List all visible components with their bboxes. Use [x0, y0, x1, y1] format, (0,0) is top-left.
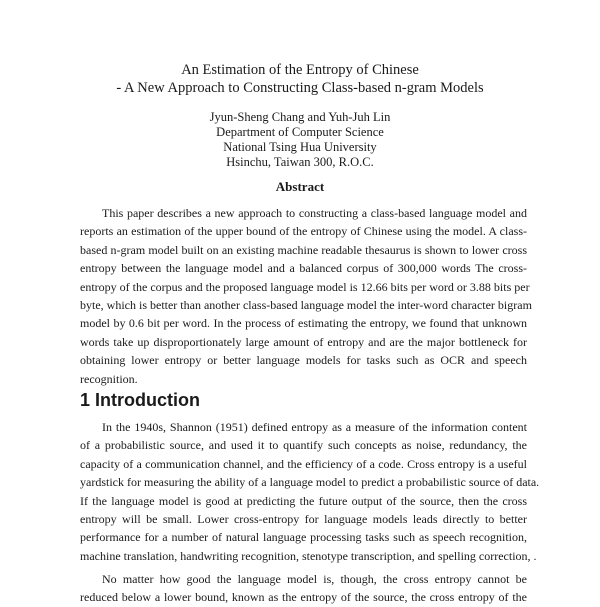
author-university: National Tsing Hua University [223, 140, 377, 154]
introduction-paragraph-2 [80, 570, 527, 607]
intro-line: No matter how good the language model is, though, the cross entropy cannot be [102, 572, 527, 586]
intro-line: reduced below a lower bound, known as the entropy of the source, the cross entropy of the [80, 590, 527, 605]
paper-subtitle: - A New Approach to Constructing Class-based n-gram Models [116, 80, 484, 96]
intro-line: machine translation, handwriting recognition, stenotype transcription, and spelling correction, . [80, 548, 537, 563]
intro-line: performance for a number of natural language processing tasks such as speech recognition, [80, 530, 527, 545]
paper-title: An Estimation of the Entropy of Chinese [181, 62, 419, 78]
abstract-line: recognition. [80, 371, 138, 386]
author-names: Jyun-Sheng Chang and Yuh-Juh Lin [209, 110, 391, 124]
abstract-line: entropy of the corpus and the proposed language model is 12.66 bits per word or 3.88 bits per [80, 279, 530, 294]
abstract-line: byte, which is better than another class-based language model the inter-word character bigram [80, 297, 532, 312]
intro-line: In the 1940s, Shannon (1951) defined entropy as a measure of the information content [102, 420, 527, 434]
abstract-paragraph [80, 204, 532, 388]
abstract-line: model by 0.6 bit per word. In the process of estimating the entropy, we found that unknown [80, 316, 527, 331]
abstract-line: entropy between the language model and a balanced corpus of 300,000 words The cross- [80, 261, 527, 276]
abstract-line: obtaining lower entropy or better language models for tasks such as OCR and speech [80, 353, 527, 368]
author-address: Hsinchu, Taiwan 300, R.O.C. [226, 155, 374, 169]
introduction-paragraph-1 [80, 418, 540, 565]
abstract-line: This paper describes a new approach to constructing a class-based language model and [102, 206, 527, 220]
abstract-line: based n-gram model built on an existing machine readable thesaurus is shown to lower cross [80, 242, 527, 257]
author-department: Department of Computer Science [216, 125, 384, 139]
abstract-line: reports an estimation of the upper bound of the entropy of Chinese using the model. A class- [80, 224, 527, 239]
section-heading-introduction: 1 Introduction [80, 390, 200, 410]
intro-line: entropy will be small. Lower cross-entropy for language models leads directly to better [80, 511, 527, 526]
abstract-line: words take up disproportionately large amount of entropy and are the major bottleneck for [80, 334, 527, 349]
intro-line: capacity of a communication channel, and the efficiency of a code. Cross entropy is a useful [80, 456, 527, 471]
intro-line: If the language model is good at predicting the future output of the source, then the cross [80, 493, 527, 508]
intro-line: of a probabilistic source, and used it to quantify such concepts as noise, redundancy, the [80, 438, 527, 453]
intro-line: yardstick for measuring the ability of a language model to predict a probabilistic source of data. [80, 475, 540, 490]
abstract-heading: Abstract [275, 179, 325, 194]
